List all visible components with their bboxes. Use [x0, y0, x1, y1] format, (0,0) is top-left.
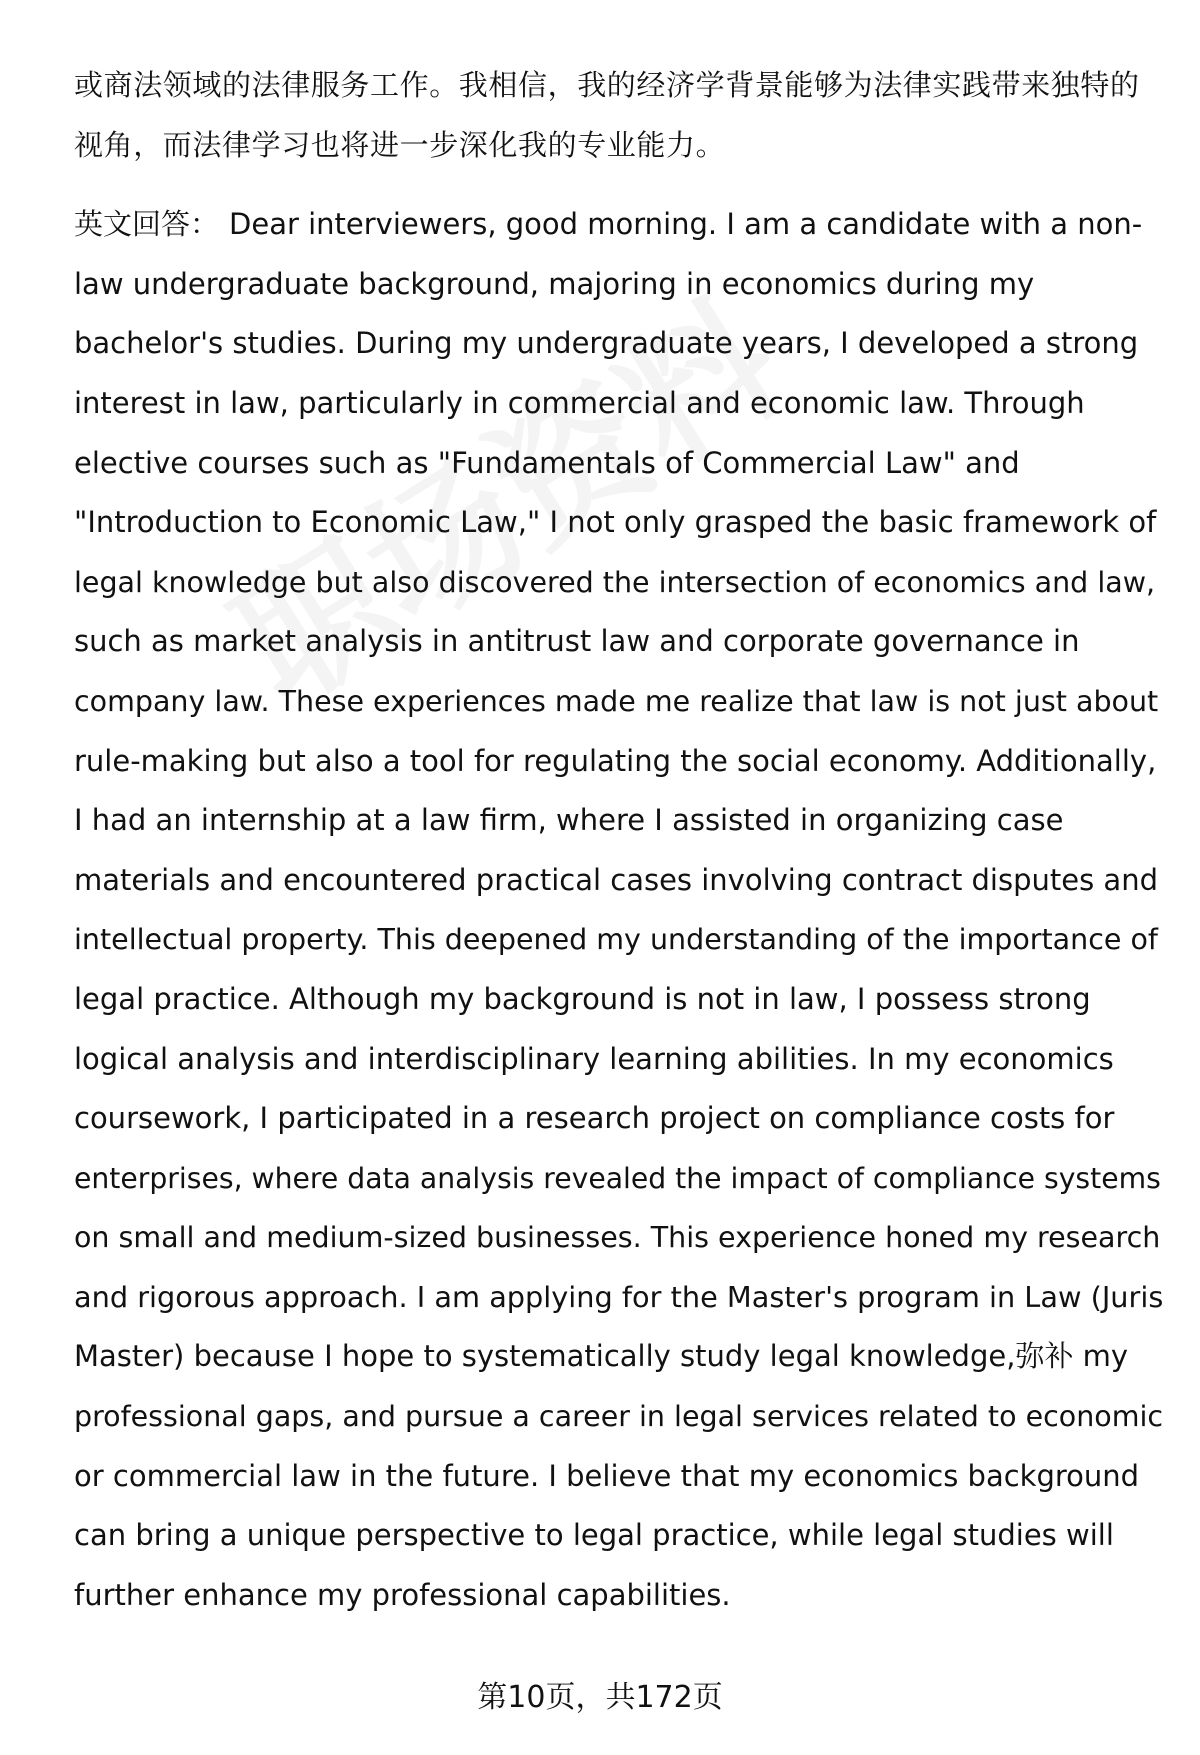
text-line: such as market analysis in antitrust law and corporate governance in	[74, 624, 1080, 659]
text-line: professional gaps, and pursue a career in legal services related to economic	[74, 1400, 1164, 1434]
text-line	[74, 195, 1164, 255]
text-line: I had an internship at a law firm, where I assisted in organizing case	[74, 803, 1064, 838]
text-line: Master) because I hope to systematically study legal knowledge,弥补 my	[74, 1339, 1129, 1374]
text-line: coursework, I participated in a research project on compliance costs for	[74, 1101, 1115, 1136]
text-line: on small and medium-sized businesses. This experience honed my research	[74, 1221, 1161, 1255]
paragraph-chinese	[74, 56, 1164, 175]
text-line: logical analysis and interdisciplinary learning abilities. In my economics	[74, 1041, 1114, 1076]
text-line: bachelor's studies. During my undergraduate years, I developed a strong	[74, 326, 1139, 361]
text-line: enterprises, where data analysis revealed the impact of compliance systems	[74, 1161, 1161, 1195]
text-line: company law. These experiences made me realize that law is not just about	[74, 684, 1159, 718]
text-line: further enhance my professional capabilities.	[74, 1577, 731, 1612]
text-line: elective courses such as "Fundamentals of Commercial Law" and	[74, 445, 1020, 480]
text-line: law undergraduate background, majoring in economics during my	[74, 266, 1035, 301]
answer-label: 英文回答：	[74, 207, 220, 242]
text-line-content: Dear interviewers, good morning. I am a candidate with a non-	[229, 207, 1143, 242]
text-line: interest in law, particularly in commercial and economic law. Through	[74, 385, 1085, 420]
text-line: 视角，而法律学习也将进一步深化我的专业能力。	[74, 127, 726, 162]
page-number-footer: 第10页，共172页	[477, 1680, 723, 1715]
text-line: materials and encountered practical cases involving contract disputes and	[74, 862, 1158, 897]
text-line: "Introduction to Economic Law," I not only grasped the basic framework of	[74, 505, 1157, 540]
paragraph-english-answer	[74, 195, 1164, 1625]
document-body	[74, 56, 1164, 1625]
text-line: or commercial law in the future. I believe that my economics background	[74, 1458, 1140, 1493]
text-line: intellectual property. This deepened my understanding of the importance of	[74, 923, 1158, 957]
text-line: can bring a unique perspective to legal practice, while legal studies will	[74, 1518, 1114, 1553]
text-line: 或商法领域的法律服务工作。我相信，我的经济学背景能够为法律实践带来独特的	[74, 68, 1140, 102]
text-line: rule-making but also a tool for regulating the social economy. Additionally,	[74, 743, 1157, 778]
text-line: legal knowledge but also discovered the intersection of economics and law,	[74, 565, 1156, 599]
text-line: and rigorous approach. I am applying for the Master's program in Law (Juris	[74, 1279, 1164, 1314]
text-line: legal practice. Although my background is not in law, I possess strong	[74, 981, 1091, 1016]
